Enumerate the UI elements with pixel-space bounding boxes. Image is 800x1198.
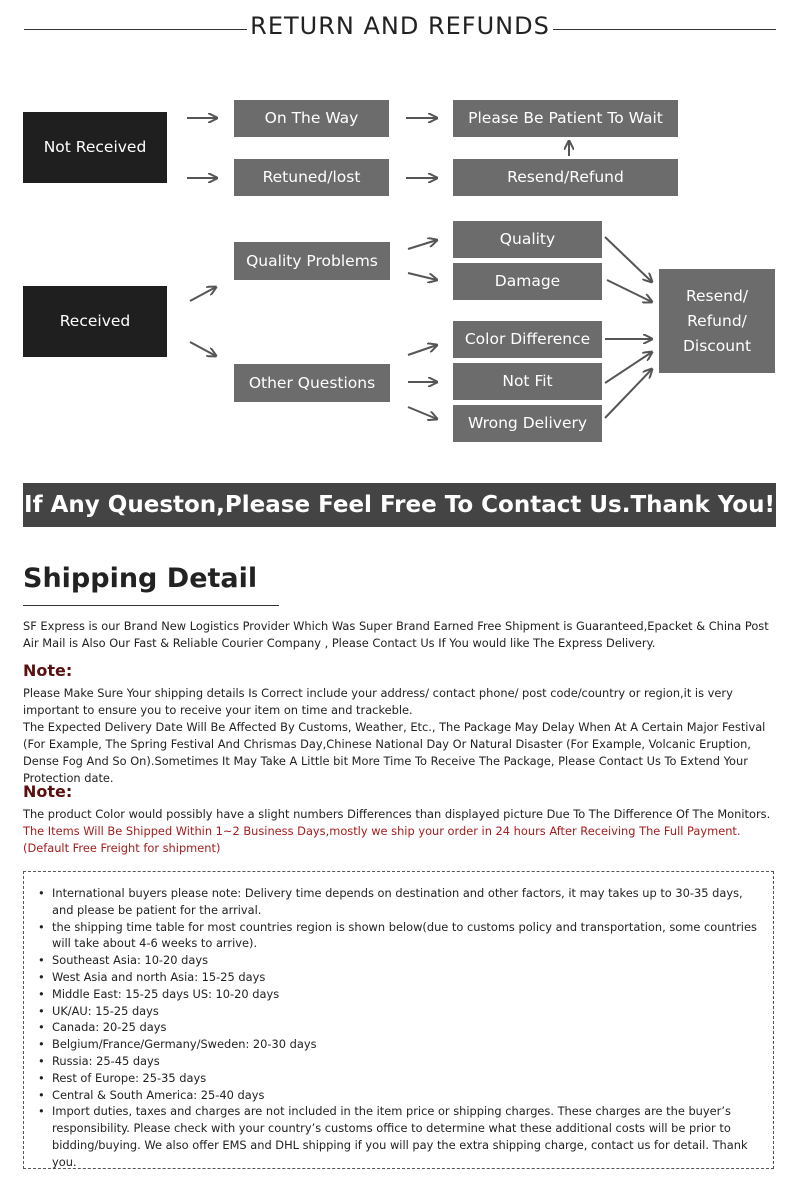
arrow-oq-color: [408, 345, 437, 355]
arrow-qp-quality: [408, 240, 437, 249]
shipping-intro: SF Express is our Brand New Logistics Provider Which Was Super Brand Earned Free Shipment is Guaranteed,Epacket & China Post Air Mail is Also Our Fast & Reliable Courier Company , Please Contact Us If You would like The Express Delivery.: [23, 619, 769, 650]
note2-paragraph-2: The Items Will Be Shipped Within 1~2 Business Days,mostly we ship your order in 24 hours After Receiving The Full Payment.(Default Free Freight for shipment): [23, 824, 741, 855]
list-item: • Import duties, taxes and charges are not included in the item price or shipping charges. These charges are the buyer’s responsibility. Please check with your country’s customs office to determine what these additional costs will be prior to bidding/buying. We also offer EMS and DHL shipping if you will pay the extra shipping charge, contact us for detail. Thank you.: [38, 1103, 767, 1170]
not-received-box: Not Received: [23, 112, 167, 183]
page-title: RETURN AND REFUNDS: [250, 12, 550, 40]
arrow-oq-wrong: [408, 407, 437, 419]
be-patient-box: Please Be Patient To Wait: [453, 100, 678, 137]
delivery-time-list-box: [23, 871, 774, 1169]
list-item: • Russia: 25-45 days: [38, 1053, 767, 1070]
list-item: • Southeast Asia: 10-20 days: [38, 952, 767, 969]
flow-arrows: [0, 0, 800, 470]
list-item: • West Asia and north Asia: 15-25 days: [38, 969, 767, 986]
shipping-title: Shipping Detail: [23, 563, 258, 594]
outcome-line-refund: Refund/: [687, 311, 747, 330]
arrow-notfit-outcome: [605, 352, 652, 383]
arrow-wrong-outcome: [605, 369, 652, 418]
arrow-qp-damage: [408, 273, 437, 280]
received-box: Received: [23, 286, 167, 357]
quality-problems-box: Quality Problems: [234, 242, 390, 280]
note1-paragraph-2: The Expected Delivery Date Will Be Affected By Customs, Weather, Etc., The Package May Delay When At A Certain Major Festival (For Example, The Spring Festival And Chrismas Day,Chinese National Day Or Natural Disaster (For Example, Volcanic Eruption, Dense Fog And So On).Sometimes It May Take A Little bit More Time To Receive The Package, Please Contact Us To Extend Your Protection date.: [23, 720, 766, 785]
list-item: • Belgium/France/Germany/Sweden: 20-30 days: [38, 1036, 767, 1053]
list-item: • Central & South America: 25-40 days: [38, 1087, 767, 1104]
outcome-line-discount: Discount: [682, 336, 752, 355]
note1-paragraph-1: Please Make Sure Your shipping details Is Correct include your address/ contact phone/ post code/country or region,it is very important to ensure you to receive your item on time and trackeble.: [23, 686, 733, 717]
list-item: • Middle East: 15-25 days US: 10-20 days: [38, 986, 767, 1003]
wrong-delivery-box: Wrong Delivery: [453, 405, 602, 442]
outcome-line-resend: Resend/: [685, 286, 749, 305]
shipping-title-rule: [23, 605, 279, 606]
list-item: • the shipping time table for most countries region is shown below(due to customs policy and transportation, some countries will take about 4-6 weeks to arrive).: [38, 919, 767, 953]
arrow-quality-outcome: [605, 237, 652, 282]
not-fit-box: Not Fit: [453, 363, 602, 400]
damage-box: Damage: [453, 263, 602, 300]
resend-refund-box: Resend/Refund: [453, 159, 678, 196]
arrow-received-other-questions: [190, 342, 216, 356]
arrow-received-quality-problems: [190, 287, 216, 301]
note-label-1: Note:: [23, 661, 73, 680]
list-item: • International buyers please note: Delivery time depends on destination and other factors, it may takes up to 30-35 days, and please be patient for the arrival.: [38, 885, 767, 919]
note2-paragraph-1: The product Color would possibly have a slight numbers Differences than displayed picture Due To The Difference Of The Monitors.: [23, 807, 771, 821]
on-the-way-box: On The Way: [234, 100, 389, 137]
color-difference-box: Color Difference: [453, 321, 602, 358]
list-item: • Canada: 20-25 days: [38, 1019, 767, 1036]
contact-banner: If Any Queston,Please Feel Free To Contact Us.Thank You!: [23, 483, 776, 527]
arrow-damage-outcome: [607, 280, 652, 302]
returned-lost-box: Retuned/lost: [234, 159, 389, 196]
list-item: • Rest of Europe: 25-35 days: [38, 1070, 767, 1087]
quality-box: Quality: [453, 221, 602, 258]
delivery-time-list: [24, 872, 773, 1171]
list-item: • UK/AU: 15-25 days: [38, 1003, 767, 1020]
note-label-2: Note:: [23, 782, 73, 801]
other-questions-box: Other Questions: [234, 364, 390, 402]
